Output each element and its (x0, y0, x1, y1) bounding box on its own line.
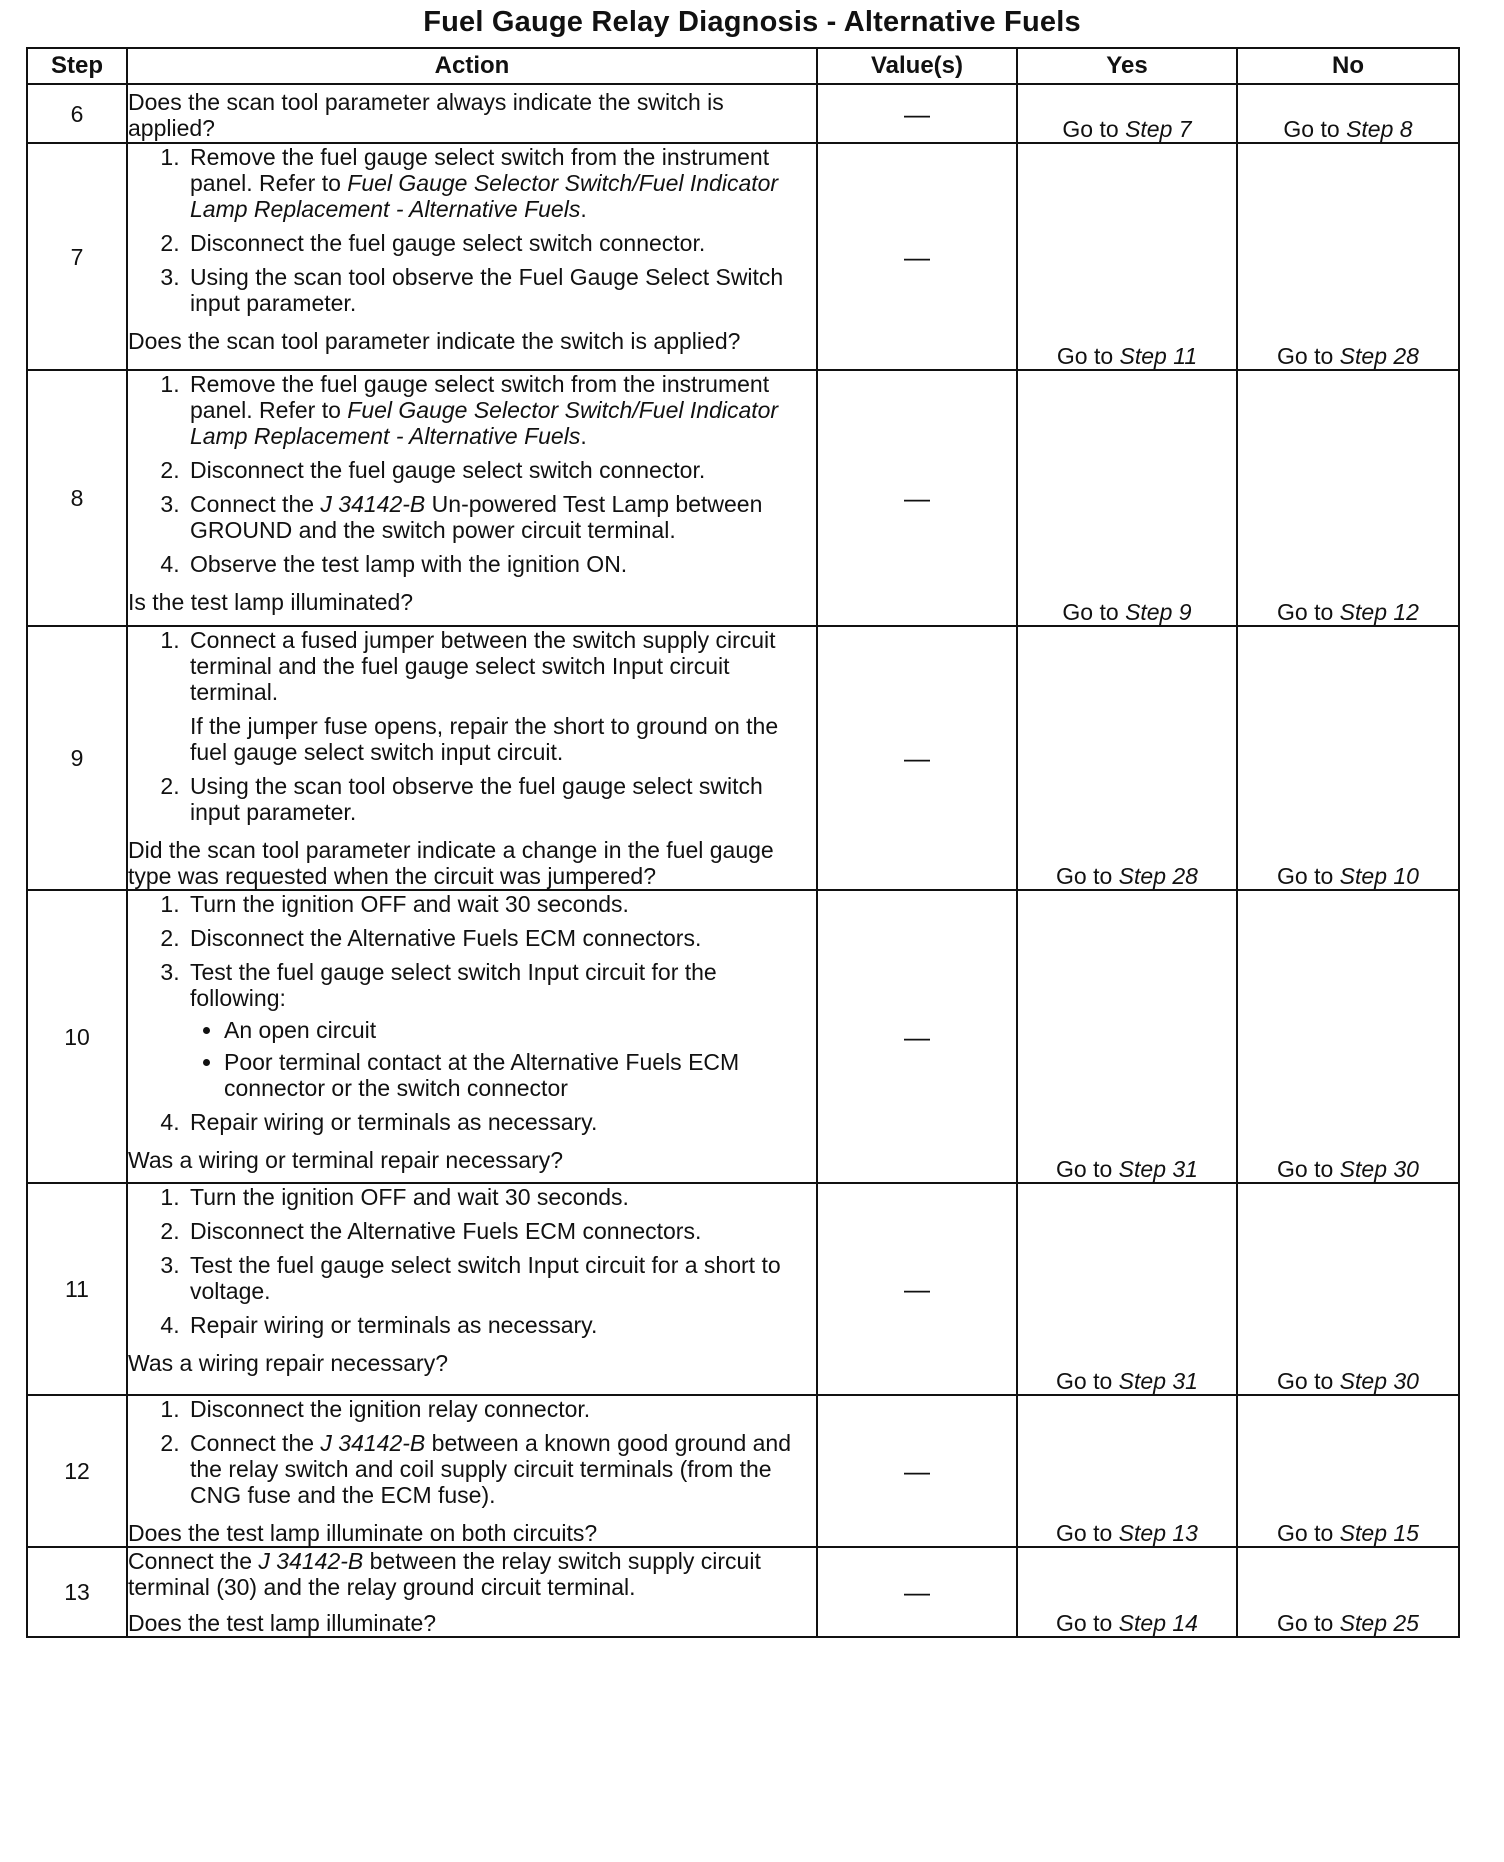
step-reference: Step 8 (1346, 116, 1413, 142)
action-content (128, 144, 816, 354)
action-step-list (128, 1184, 816, 1338)
action-step: 1. Turn the ignition OFF and wait 30 seconds. (186, 1184, 816, 1210)
action-step: 3. Test the fuel gauge select switch Input circuit for a short to voltage. (186, 1252, 816, 1304)
no-goto: Go to Step 12 (1237, 370, 1459, 626)
no-goto: Go to Step 8 (1237, 84, 1459, 143)
yes-goto: Go to Step 31 (1017, 1183, 1237, 1395)
action-content (128, 1184, 816, 1376)
step-reference: Step 7 (1125, 116, 1192, 142)
action-content (128, 1396, 816, 1546)
action-step-list (128, 891, 816, 1135)
yes-goto: Go to Step 31 (1017, 890, 1237, 1183)
yes-goto: Go to Step 14 (1017, 1547, 1237, 1637)
value-dash: — (817, 84, 1017, 143)
table-row (27, 1183, 1459, 1395)
yes-goto: Go to Step 7 (1017, 84, 1237, 143)
action-step: 4. Repair wiring or terminals as necessary. (186, 1109, 816, 1135)
action-steps (128, 371, 816, 585)
action-step: 2. Using the scan tool observe the fuel gauge select switch input parameter. (186, 773, 816, 825)
value-dash: — (817, 143, 1017, 370)
reference-text: J 34142-B (320, 1430, 426, 1456)
reference-text: Fuel Gauge Selector Switch/Fuel Indicator Lamp Replacement - Alternative Fuels (190, 170, 779, 222)
no-goto: Go to Step 30 (1237, 1183, 1459, 1395)
action-steps (128, 891, 816, 1143)
no-goto: Go to Step 25 (1237, 1547, 1459, 1637)
reference-text: Fuel Gauge Selector Switch/Fuel Indicator Lamp Replacement - Alternative Fuels (190, 397, 779, 449)
action-content (128, 85, 816, 141)
header-step: Step (27, 48, 127, 84)
action-step-list (128, 144, 816, 316)
reference-text: J 34142-B (258, 1548, 364, 1574)
action-steps (128, 627, 816, 833)
step-reference: Step 13 (1118, 1520, 1198, 1546)
action-step: 2. Disconnect the Alternative Fuels ECM connectors. (186, 1218, 816, 1244)
value-dash: — (817, 890, 1017, 1183)
bullet-list (190, 1017, 816, 1101)
table-row (27, 1395, 1459, 1547)
action-cell (127, 1183, 817, 1395)
step-reference: Step 28 (1339, 343, 1419, 369)
table-row (27, 890, 1459, 1183)
header-action: Action (127, 48, 817, 84)
step-reference: Step 30 (1339, 1156, 1419, 1182)
header-yes: Yes (1017, 48, 1237, 84)
action-question: Does the scan tool parameter indicate the switch is applied? (128, 328, 741, 354)
step-reference: Step 30 (1339, 1368, 1419, 1394)
action-question: Is the test lamp illuminated? (128, 589, 414, 615)
table-row (27, 84, 1459, 143)
action-step: 4. Observe the test lamp with the ignition ON. (186, 551, 816, 577)
step-reference: Step 31 (1118, 1156, 1198, 1182)
step-number: 9 (27, 626, 127, 890)
no-goto: Go to Step 28 (1237, 143, 1459, 370)
action-cell (127, 626, 817, 890)
action-question: Does the scan tool parameter always indicate the switch is applied? (128, 89, 724, 141)
action-step: 2. Disconnect the Alternative Fuels ECM connectors. (186, 925, 816, 951)
action-question: Did the scan tool parameter indicate a change in the fuel gauge type was requested when the circuit was jumpered? (128, 837, 774, 889)
action-step: 3. Using the scan tool observe the Fuel Gauge Select Switch input parameter. (186, 264, 816, 316)
value-dash: — (817, 1547, 1017, 1637)
action-step: 1. Remove the fuel gauge select switch from the instrument panel. Refer to Fuel Gauge Selector Switch/Fuel Indicator Lamp Replacement - Alternative Fuels. (186, 371, 816, 449)
action-step: 4. Repair wiring or terminals as necessary. (186, 1312, 816, 1338)
step-number: 6 (27, 84, 127, 143)
action-content (128, 891, 816, 1173)
page-title: Fuel Gauge Relay Diagnosis - Alternative Fuels (423, 6, 1081, 38)
value-dash: — (817, 370, 1017, 626)
header-values: Value(s) (817, 48, 1017, 84)
table-body (27, 84, 1459, 1637)
yes-goto: Go to Step 9 (1017, 370, 1237, 626)
action-step: 2. Disconnect the fuel gauge select switch connector. (186, 457, 816, 483)
action-cell (127, 1395, 817, 1547)
step-number: 11 (27, 1183, 127, 1395)
action-question: Was a wiring or terminal repair necessary? (128, 1147, 564, 1173)
bullet-item: • An open circuit (224, 1017, 816, 1043)
value-dash: — (817, 626, 1017, 890)
table-row (27, 626, 1459, 890)
step-reference: Step 25 (1339, 1610, 1419, 1636)
action-step: 1. Turn the ignition OFF and wait 30 seconds. (186, 891, 816, 917)
step-reference: Step 14 (1118, 1610, 1198, 1636)
action-steps (128, 144, 816, 324)
yes-goto: Go to Step 13 (1017, 1395, 1237, 1547)
step-number: 12 (27, 1395, 127, 1547)
step-reference: Step 11 (1119, 343, 1198, 369)
value-dash: — (817, 1395, 1017, 1547)
no-goto: Go to Step 15 (1237, 1395, 1459, 1547)
action-steps (128, 1396, 816, 1516)
action-step: 2. Disconnect the fuel gauge select switch connector. (186, 230, 816, 256)
table-row (27, 143, 1459, 370)
action-steps (128, 1548, 816, 1606)
action-content (128, 627, 816, 889)
bullet-item: • Poor terminal contact at the Alternative Fuels ECM connector or the switch connector (224, 1049, 816, 1101)
step-reference: Step 9 (1125, 599, 1192, 625)
action-step: 1. Remove the fuel gauge select switch from the instrument panel. Refer to Fuel Gauge Selector Switch/Fuel Indicator Lamp Replacement - Alternative Fuels. (186, 144, 816, 222)
action-instruction: Connect the J 34142-B between the relay switch supply circuit terminal (30) and the relay ground circuit terminal. (128, 1548, 761, 1600)
action-step-list (128, 1396, 816, 1508)
action-question: Does the test lamp illuminate? (128, 1610, 437, 1636)
action-step: 2. Connect the J 34142-B between a known good ground and the relay switch and coil supply circuit terminals (from the CNG fuse and the ECM fuse). (186, 1430, 816, 1508)
step-reference: Step 12 (1339, 599, 1419, 625)
action-step: 1. Connect a fused jumper between the switch supply circuit terminal and the fuel gauge select switch Input circuit terminal. If the jumper fuse opens, repair the short to ground on the fuel gauge select switch input circuit. (186, 627, 816, 765)
action-step: 3. Connect the J 34142-B Un-powered Test Lamp between GROUND and the switch power circuit terminal. (186, 491, 816, 543)
step-reference: Step 28 (1118, 863, 1198, 889)
action-note: If the jumper fuse opens, repair the short to ground on the fuel gauge select switch input circuit. (190, 713, 779, 765)
action-question: Was a wiring repair necessary? (128, 1350, 448, 1376)
header-row (27, 48, 1459, 84)
reference-text: J 34142-B (320, 491, 426, 517)
action-cell (127, 890, 817, 1183)
value-dash: — (817, 1183, 1017, 1395)
action-cell (127, 370, 817, 626)
no-goto: Go to Step 30 (1237, 890, 1459, 1183)
no-goto: Go to Step 10 (1237, 626, 1459, 890)
step-number: 7 (27, 143, 127, 370)
action-step-list (128, 627, 816, 825)
step-reference: Step 15 (1339, 1520, 1419, 1546)
action-content (128, 371, 816, 615)
action-step-list (128, 371, 816, 577)
action-step: 1. Disconnect the ignition relay connector. (186, 1396, 816, 1422)
table-row (27, 370, 1459, 626)
step-reference: Step 31 (1118, 1368, 1198, 1394)
step-reference: Step 10 (1339, 863, 1419, 889)
action-step: 3. Test the fuel gauge select switch Input circuit for the following: • An open circuit • Poor terminal contact at the Alternative Fuels ECM connector or the switch connector (186, 959, 816, 1101)
yes-goto: Go to Step 11 (1017, 143, 1237, 370)
step-number: 10 (27, 890, 127, 1183)
diagnosis-table (26, 47, 1460, 1638)
header-no: No (1237, 48, 1459, 84)
action-content (128, 1548, 816, 1636)
action-cell (127, 1547, 817, 1637)
step-number: 8 (27, 370, 127, 626)
action-question: Does the test lamp illuminate on both circuits? (128, 1520, 598, 1546)
action-steps (128, 1184, 816, 1346)
table-row (27, 1547, 1459, 1637)
action-cell (127, 143, 817, 370)
step-number: 13 (27, 1547, 127, 1637)
yes-goto: Go to Step 28 (1017, 626, 1237, 890)
action-cell (127, 84, 817, 143)
